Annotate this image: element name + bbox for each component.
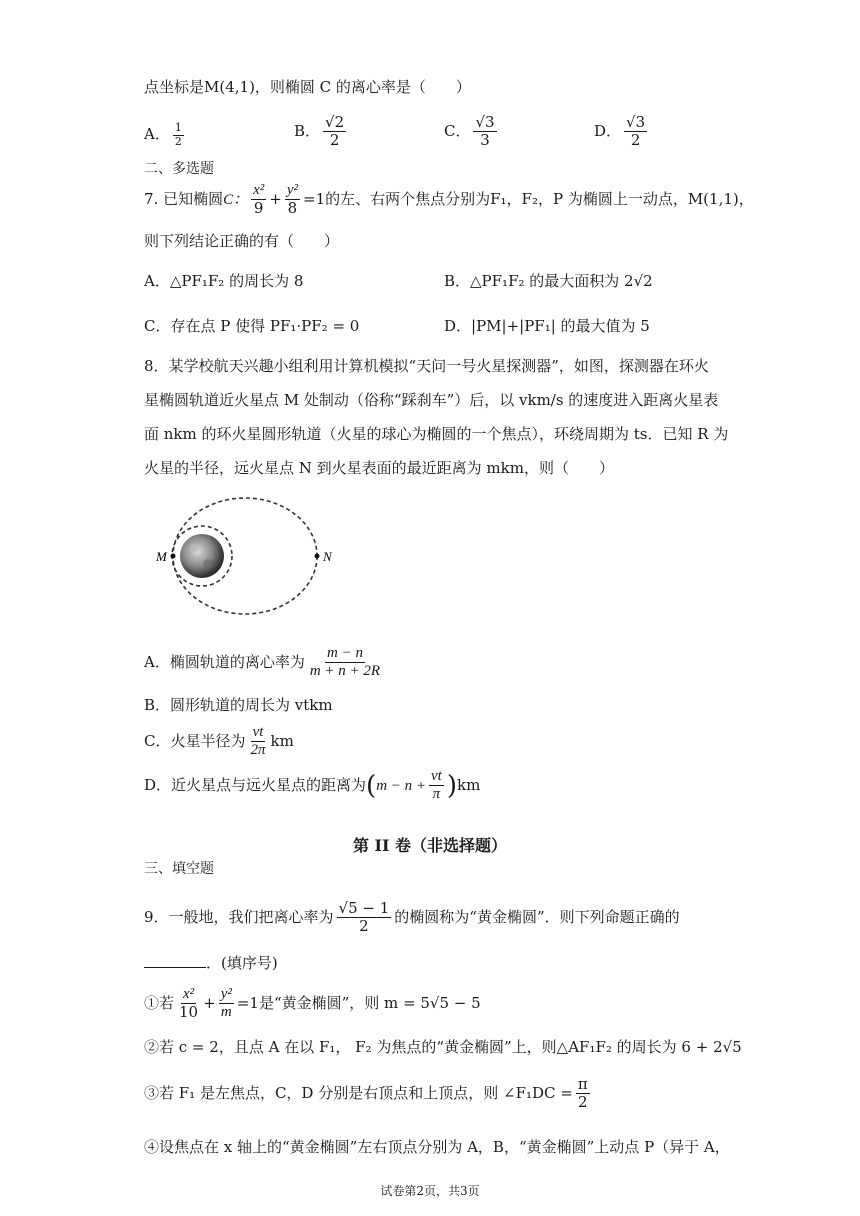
q6-d-num: √3 <box>626 113 646 131</box>
orbit-figure <box>150 490 350 625</box>
part2-title: 第 II 卷（非选择题） <box>352 836 508 855</box>
q8-option-a <box>144 645 385 681</box>
q9-pre: 9．一般地，我们把离心率为 <box>144 907 334 926</box>
q9-i1-d1: 10 <box>179 1003 199 1022</box>
q6-stem-tail: 点坐标是M(4,1)，则椭圆 C 的离心率是（ ） <box>144 78 471 96</box>
q9-i3-pre: ③若 F₁ 是左焦点，C，D 分别是右顶点和上顶点，则 ∠F₁DC = <box>144 1083 573 1102</box>
q6-option-b-label: B． <box>294 121 321 140</box>
q7-option-d: D．|PM|+|PF₁| 的最大值为 5 <box>444 317 650 335</box>
q6-option-a-label: A． <box>144 125 170 144</box>
label-m: M <box>156 549 167 564</box>
q7-f1-den: 9 <box>253 199 264 218</box>
q6-a-den: 2 <box>174 134 182 148</box>
page-footer: 试卷第2页，共3页 <box>380 1184 480 1198</box>
q8-c-den: 2π <box>250 742 266 759</box>
point-n <box>315 554 320 559</box>
q6-option-a <box>144 122 187 148</box>
answer-blank[interactable] <box>144 967 206 968</box>
section-multiple-choice: 二、多选题 <box>144 161 214 177</box>
q9-item-2: ②若 c = 2，且点 A 在以 F₁， F₂ 为焦点的“黄金椭圆”上，则△AF₁F₂ 的周长为 6 + 2√5 <box>144 1038 742 1056</box>
q8-a-pre: A．椭圆轨道的离心率为 <box>144 652 305 671</box>
q7-option-c: C．存在点 P 使得 PF₁·PF₂ = 0 <box>144 317 360 335</box>
q9-num: √5 − 1 <box>338 899 390 917</box>
q7-f1-num: x² <box>251 182 266 200</box>
q8-a-den: m + n + 2R <box>309 663 381 680</box>
q8-d-num: vt <box>429 768 444 786</box>
mars-planet <box>180 534 224 578</box>
q9-stem <box>144 900 680 936</box>
q8-option-b: B．圆形轨道的周长为 vtkm <box>144 696 333 714</box>
q9-post: 的椭圆称为“黄金椭圆”．则下列命题正确的 <box>394 907 680 926</box>
q6-option-d <box>594 114 650 150</box>
q6-c-den: 3 <box>480 131 490 150</box>
q8-stem-line3: 面 nkm 的环火星圆形轨道（火星的球心为椭圆的一个焦点），环绕周期为 ts．已知 R 为 <box>144 425 729 443</box>
q7-stem: 7. 已知椭圆C： $\frac{\text{x²}}{9}$ + $\frac{\text{y²}}{8}$ =1的左、右两个焦点分别为F₁，F₂，P 为椭圆上一动点，M(1,1)， <box>144 182 754 218</box>
q6-option-c <box>444 114 500 150</box>
q8-d-den: π <box>432 786 441 803</box>
q7-f2-num: y² <box>285 182 300 200</box>
q6-b-den: 2 <box>329 131 340 150</box>
q9-i1-n1: x² <box>181 986 196 1004</box>
q6-a-num: 1 <box>174 121 182 134</box>
q9-item-1: ①若 $\frac{\text{x²}}{10}$ + $\frac{\text{y²}}{m}$ =1是“黄金椭圆”，则 m = 5√5 − 5 <box>144 986 481 1022</box>
q7-stem-line2: 则下列结论正确的有（ ） <box>144 232 340 250</box>
q7-post: =1的左、右两个焦点分别为F₁，F₂，P 为椭圆上一动点，M(1,1)， <box>303 189 754 208</box>
section-fill-in: 三、填空题 <box>144 861 214 877</box>
q8-c-post: km <box>270 731 294 750</box>
q6-option-b <box>294 114 349 150</box>
q9-i1-n2: y² <box>219 986 234 1004</box>
q6-c-num: √3 <box>475 113 495 131</box>
q9-i1-pre: ①若 <box>144 993 175 1012</box>
q9-item-3 <box>144 1076 593 1112</box>
q9-i1-post: =1是“黄金椭圆”，则 m = 5√5 − 5 <box>236 993 481 1012</box>
q6-b-num: √2 <box>325 113 345 131</box>
point-m <box>171 554 176 559</box>
q7-c-label: C： <box>223 191 249 208</box>
q8-stem-line1: 8．某学校航天兴趣小组利用计算机模拟“天问一号火星探测器”，如图，探测器在环火 <box>144 357 709 375</box>
q8-c-num: vt <box>251 724 266 742</box>
q8-d-inner: m − n + <box>376 777 427 794</box>
q9-i3-num: π <box>577 1075 588 1093</box>
q8-stem-line2: 星椭圆轨道近火星点 M 处制动（俗称“踩刹车”）后，以 vkm/s 的速度进入距离火星表 <box>144 391 719 409</box>
q8-d-post: km <box>457 775 481 794</box>
q7-f2-den: 8 <box>287 199 298 218</box>
q8-option-c <box>144 724 294 760</box>
q9-line2-post: ．(填序号) <box>206 954 278 972</box>
q8-d-pre: D．近火星点与远火星点的距离为 <box>144 775 367 794</box>
label-n: N <box>323 549 332 564</box>
q6-d-den: 2 <box>630 131 641 150</box>
q7-option-a: A．△PF₁F₂ 的周长为 8 <box>144 272 304 290</box>
q8-option-d: D．近火星点与远火星点的距离为(m − n + $\frac{vt}{\pi}$ )km <box>144 768 481 803</box>
q6-option-c-label: C． <box>444 121 471 140</box>
q6-option-d-label: D． <box>594 121 622 140</box>
q9-i3-den: 2 <box>577 1093 588 1112</box>
q8-stem-line4: 火星的半径，远火星点 N 到火星表面的最近距离为 mkm，则（ ） <box>144 459 614 477</box>
q8-c-pre: C．火星半径为 <box>144 731 246 750</box>
q7-pre: 7. 已知椭圆 <box>144 189 224 208</box>
q9-stem-line2 <box>144 952 278 973</box>
q8-a-num: m − n <box>325 645 365 663</box>
q7-option-b: B．△PF₁F₂ 的最大面积为 2√2 <box>444 272 653 290</box>
q9-den: 2 <box>359 917 369 936</box>
q9-item-4: ④设焦点在 x 轴上的“黄金椭圆”左右顶点分别为 A，B，“黄金椭圆”上动点 P（异于 A， <box>144 1138 730 1156</box>
q9-i1-d2: m <box>220 1004 232 1021</box>
